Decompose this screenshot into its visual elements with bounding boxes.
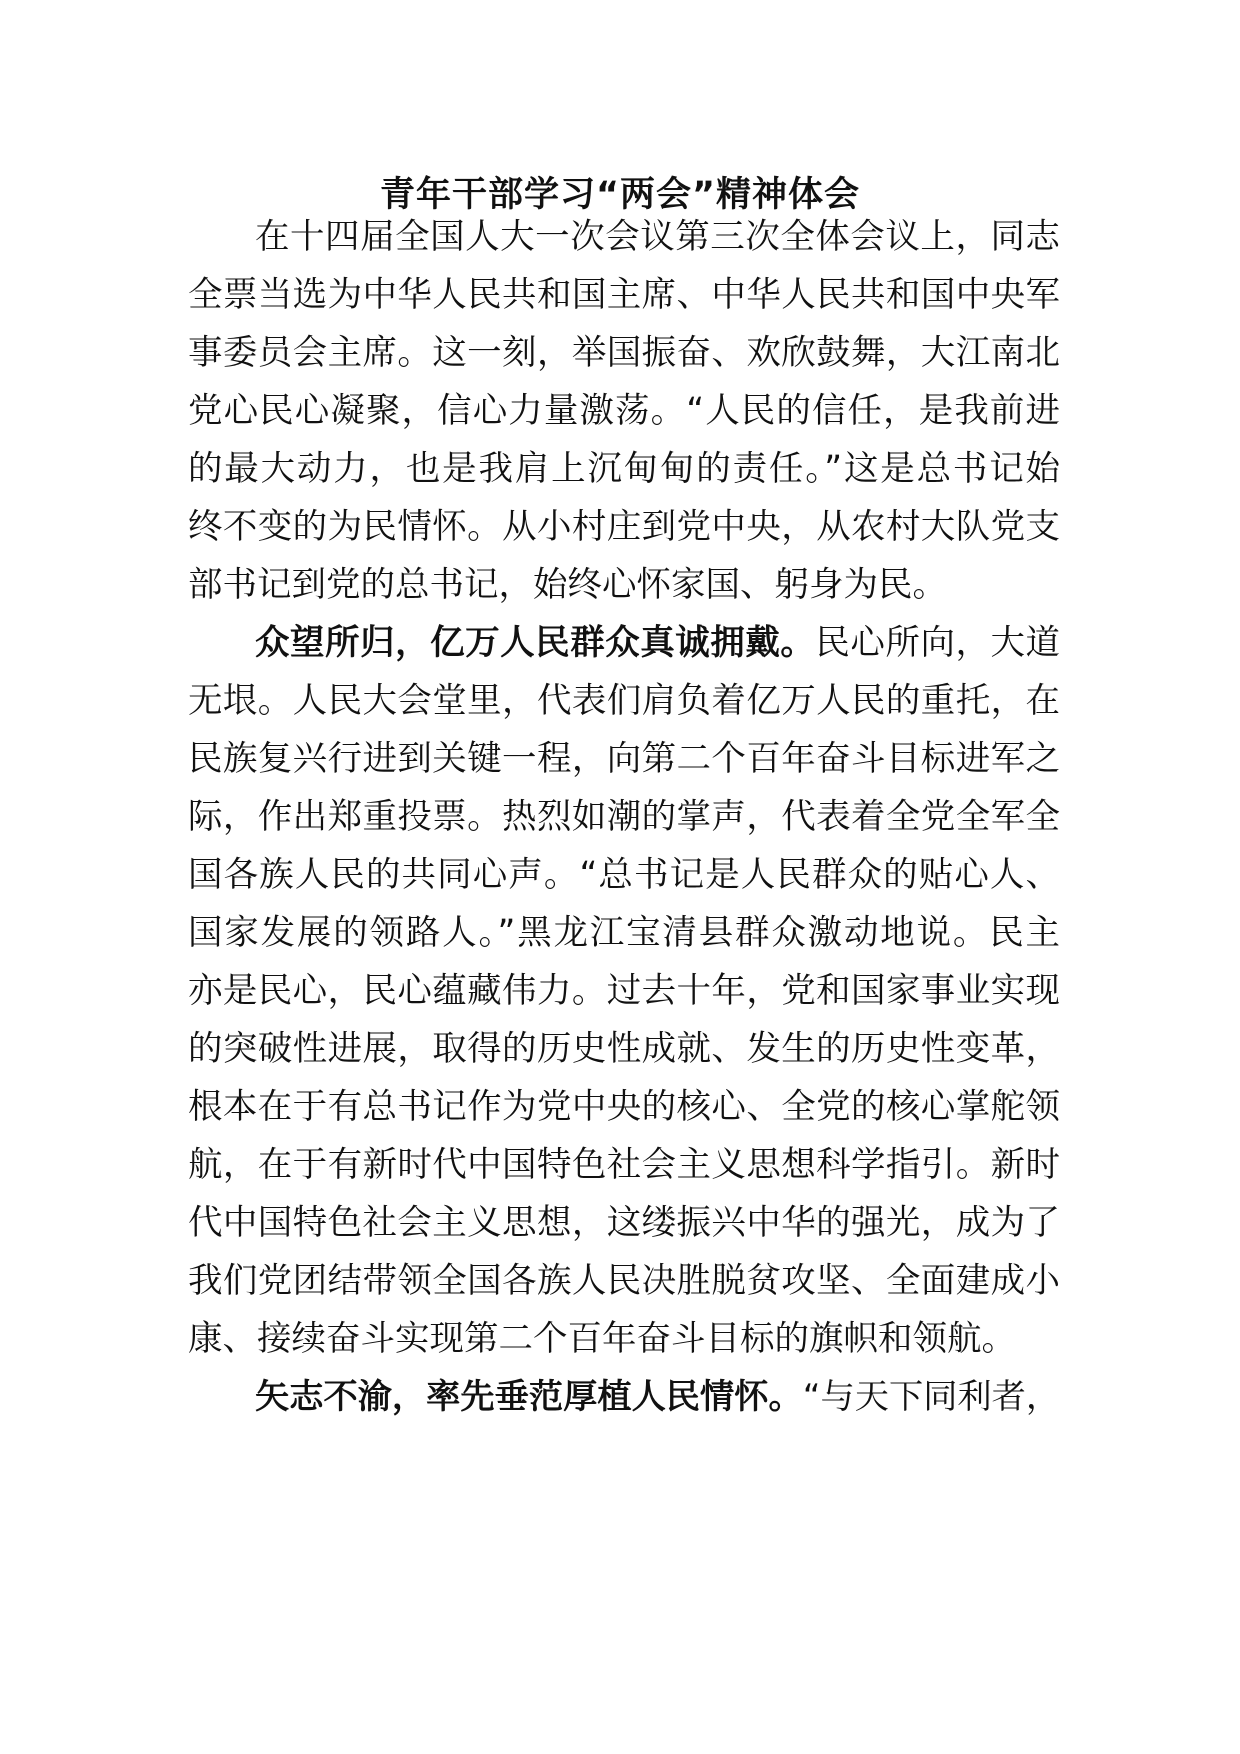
- paragraph-line: [188, 321, 1060, 385]
- line-text: 代中国特色社会主义思想，这缕振兴中华的强光，成为了: [188, 1203, 1060, 1243]
- paragraph-line: [188, 1191, 1060, 1255]
- line-text: 国各族人民的共同心声。“总书记是人民群众的贴心人、: [188, 855, 1060, 895]
- line-text: 党心民心凝聚，信心力量激荡。“人民的信任，是我前进: [188, 391, 1060, 431]
- paragraph-line: [188, 959, 1060, 1023]
- paragraph-line: [188, 1249, 1060, 1313]
- line-text: 康、接续奋斗实现第二个百年奋斗目标的旗帜和领航。: [188, 1319, 1016, 1359]
- line-text: 的最大动力，也是我肩上沉甸甸的责任。”这是总书记始: [188, 449, 1060, 489]
- paragraph-line: [188, 553, 1060, 617]
- paragraph-line: [255, 611, 1060, 675]
- line-text: 亦是民心，民心蕴藏伟力。过去十年，党和国家事业实现: [188, 971, 1060, 1011]
- paragraph-line: [188, 263, 1060, 327]
- line-text: 终不变的为民情怀。从小村庄到党中央，从农村大队党支: [188, 507, 1060, 547]
- line-text: 民心所向，大道: [815, 623, 1061, 663]
- paragraph-line: [188, 727, 1060, 791]
- line-text: 事委员会主席。这一刻，举国振奋、欢欣鼓舞，大江南北: [188, 333, 1060, 373]
- line-text: 民族复兴行进到关键一程，向第二个百年奋斗目标进军之: [188, 739, 1060, 779]
- line-text: 国家发展的领路人。”黑龙江宝清县群众激动地说。民主: [188, 913, 1060, 953]
- paragraph-line: [255, 205, 1060, 269]
- line-text: 际，作出郑重投票。热烈如潮的掌声，代表着全党全军全: [188, 797, 1060, 837]
- paragraph-line: [188, 1075, 1060, 1139]
- line-text: 航，在于有新时代中国特色社会主义思想科学指引。新时: [188, 1145, 1060, 1185]
- document-title: 青年干部学习“两会”精神体会: [379, 175, 860, 215]
- section-lead: 众望所归，亿万人民群众真诚拥戴。: [255, 623, 816, 663]
- line-text: 根本在于有总书记作为党中央的核心、全党的核心掌舵领: [188, 1087, 1060, 1127]
- section-lead: 矢志不渝，率先垂范厚植人民情怀。: [255, 1377, 803, 1417]
- line-text: 无垠。人民大会堂里，代表们肩负着亿万人民的重托，在: [188, 681, 1060, 721]
- paragraph-line: [188, 437, 1060, 501]
- paragraph-line: [188, 379, 1060, 443]
- paragraph-line: [188, 901, 1060, 965]
- paragraph-line: [188, 495, 1060, 559]
- paragraph-line: [188, 785, 1060, 849]
- line-text: 在十四届全国人大一次会议第三次全体会议上，同志: [255, 217, 1060, 257]
- line-text: “与天下同利者，: [802, 1377, 1061, 1417]
- paragraph-line: [188, 669, 1060, 733]
- paragraph-line: [255, 1365, 1060, 1429]
- line-text: 的突破性进展，取得的历史性成就、发生的历史性变革，: [188, 1029, 1060, 1069]
- paragraph-line: [188, 1307, 1060, 1371]
- line-text: 全票当选为中华人民共和国主席、中华人民共和国中央军: [188, 275, 1060, 315]
- line-text: 我们党团结带领全国各族人民决胜脱贫攻坚、全面建成小: [188, 1261, 1060, 1301]
- paragraph-line: [188, 1017, 1060, 1081]
- paragraph-line: [188, 843, 1060, 907]
- line-text: 部书记到党的总书记，始终心怀家国、躬身为民。: [188, 565, 947, 605]
- paragraph-line: [188, 1133, 1060, 1197]
